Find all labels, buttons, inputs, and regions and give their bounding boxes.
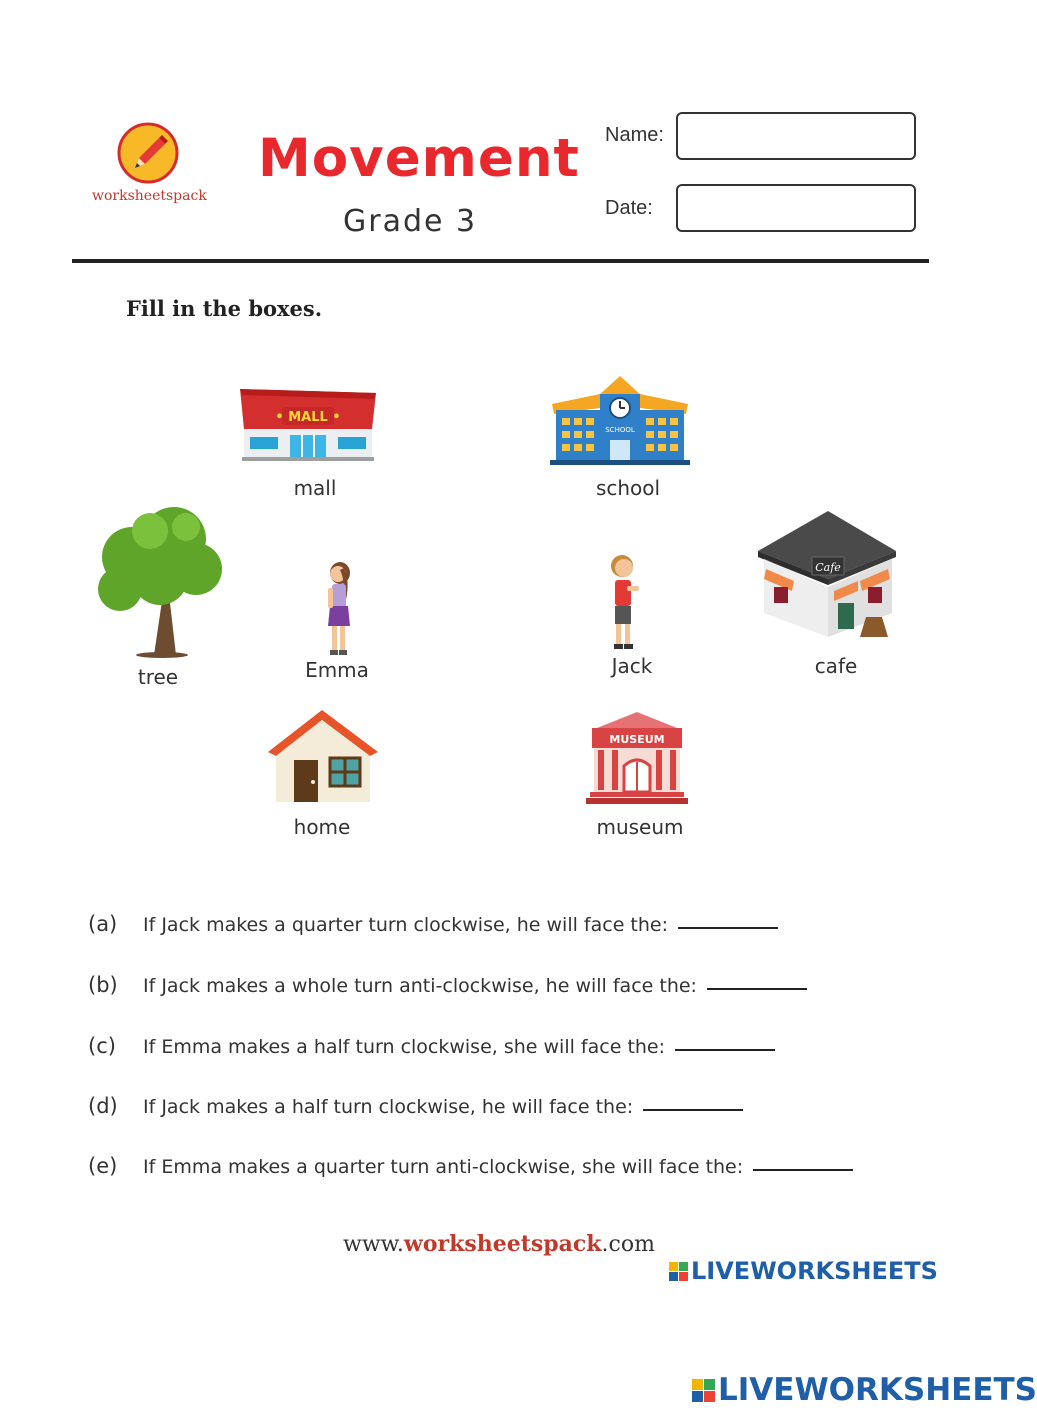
home-icon [266,708,380,804]
question-d [88,1094,743,1118]
url-suffix: .com [601,1232,655,1257]
answer-blank-d[interactable] [643,1109,743,1111]
question-letter: (e) [88,1154,118,1178]
liveworksheets-text: LIVEWORKSHEETS [691,1257,938,1285]
museum-icon [586,710,688,808]
label-jack: Jack [611,654,653,678]
pencil-logo-icon [117,122,179,184]
jack-figure-icon [602,552,644,652]
name-field[interactable] [676,112,916,160]
question-a [88,912,778,936]
question-text: If Jack makes a quarter turn clockwise, he will face the: [143,914,669,936]
question-text: If Emma makes a quarter turn anti-clockwise, she will face the: [143,1156,744,1178]
label-emma: Emma [305,658,369,682]
mall-sign: • MALL • [275,410,341,425]
question-c [88,1034,775,1058]
cafe-sign: Cafe [815,561,841,574]
label-mall: mall [293,476,337,500]
question-letter: (a) [88,912,118,936]
tree-icon [92,505,228,657]
school-sign: SCHOOL [605,426,635,434]
question-letter: (d) [88,1094,118,1118]
question-text: If Jack makes a half turn clockwise, he will face the: [143,1096,634,1118]
question-text: If Jack makes a whole turn anti-clockwise, he will face the: [143,975,697,997]
cafe-icon [754,507,900,645]
answer-blank-c[interactable] [675,1049,775,1051]
museum-sign: MUSEUM [609,733,665,746]
liveworksheets-mark-icon [669,1262,688,1281]
mall-icon [236,385,380,463]
answer-blank-b[interactable] [707,988,807,990]
instruction-text: Fill in the boxes. [126,296,323,321]
school-icon [550,374,690,466]
grade-subtitle: Grade 3 [343,204,478,239]
footer-url [343,1231,655,1257]
emma-figure-icon [318,560,358,658]
label-cafe: cafe [814,654,858,678]
liveworksheets-logo-inline [669,1257,938,1285]
answer-blank-a[interactable] [678,927,778,929]
label-school: school [595,476,661,500]
header-divider [72,259,929,263]
liveworksheets-watermark-text: LIVEWORKSHEETS [718,1372,1037,1408]
question-b [88,973,807,997]
label-museum: museum [596,815,684,839]
name-label: Name: [605,124,664,146]
question-text: If Emma makes a half turn clockwise, she will face the: [143,1036,666,1058]
date-label: Date: [605,197,653,219]
label-home: home [293,815,351,839]
liveworksheets-mark-icon [692,1379,715,1402]
label-tree: tree [137,665,179,689]
question-letter: (c) [88,1034,116,1058]
logo-text: worksheetspack [92,188,207,204]
date-field[interactable] [676,184,916,232]
url-brand: worksheetspack [403,1231,602,1257]
liveworksheets-watermark [692,1372,1037,1408]
question-letter: (b) [88,973,118,997]
question-e [88,1154,853,1178]
answer-blank-e[interactable] [753,1169,853,1171]
page-title: Movement [258,128,580,189]
url-prefix: www. [343,1232,404,1257]
